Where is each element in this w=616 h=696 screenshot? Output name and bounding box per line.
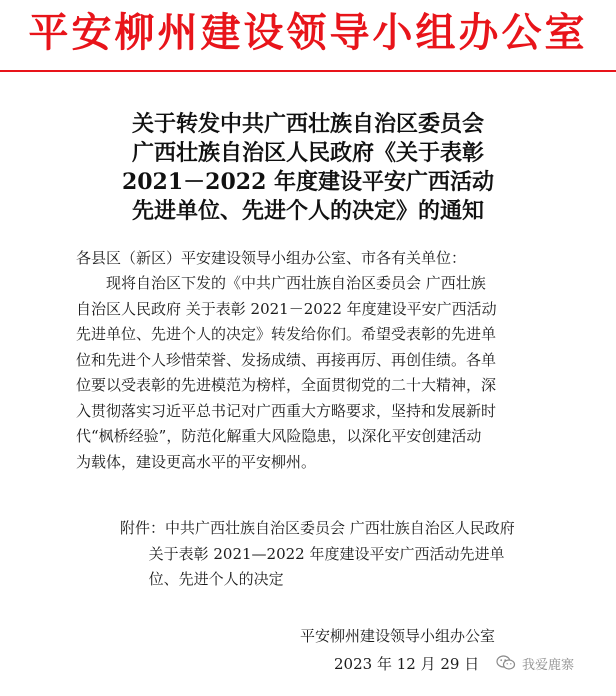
attachment-line: 位、先进个人的决定 <box>120 570 284 588</box>
title-line: 2021－2022 年度建设平安广西活动 <box>121 169 495 195</box>
salutation: 各县区（新区）平安建设领导小组办公室、市各有关单位： <box>76 249 467 267</box>
attachment-line: 关于表彰 2021—2022 年度建设平安广西活动先进单 <box>120 544 505 563</box>
title-line: 关于转发中共广西壮族自治区委员会 <box>131 111 484 137</box>
masthead-title: 平安柳州建设领导小组办公室 <box>28 9 588 56</box>
paragraph-line: 位要以受表彰的先进模范为榜样，全面贯彻党的二十大精神，深 <box>76 376 497 394</box>
paragraph-line: 为载体，建设更高水平的平安柳州。 <box>76 452 317 471</box>
watermark-text: 我爱鹿寨 <box>522 657 575 673</box>
wechat-icon <box>496 655 516 671</box>
paragraph-line: 代“枫桥经验”，防范化解重大风险隐患，以深化平安创建活动 <box>76 427 482 445</box>
watermark <box>496 652 574 674</box>
masthead-divider <box>0 70 616 72</box>
title-line: 先进单位、先进个人的决定》的通知 <box>131 198 484 224</box>
paragraph-line: 自治区人民政府 关于表彰 2021－2022 年度建设平安广西活动 <box>76 299 497 318</box>
title-line: 广西壮族自治区人民政府《关于表彰 <box>131 140 484 166</box>
paragraph-line: 现将自治区下发的《中共广西壮族自治区委员会 广西壮族 <box>76 274 486 292</box>
paragraph-line: 先进单位、先进个人的决定》转发给你们。希望受表彰的先进单 <box>76 325 497 343</box>
body-paragraph <box>76 271 546 475</box>
issuing-office: 平安柳州建设领导小组办公室 <box>300 627 496 645</box>
issue-date: 2023 年 12 月 29 日 <box>334 655 480 673</box>
paragraph-line: 位和先进个人珍惜荣誉、发扬成绩、再接再厉、再创佳绩。各单 <box>76 350 497 369</box>
attachment-line: 附件：中共广西壮族自治区委员会 广西壮族自治区人民政府 <box>120 519 515 537</box>
paragraph-line: 入贯彻落实习近平总书记对广西重大方略要求，坚持和发展新时 <box>76 401 497 420</box>
document-title <box>80 110 536 226</box>
attachment-note <box>120 516 570 593</box>
